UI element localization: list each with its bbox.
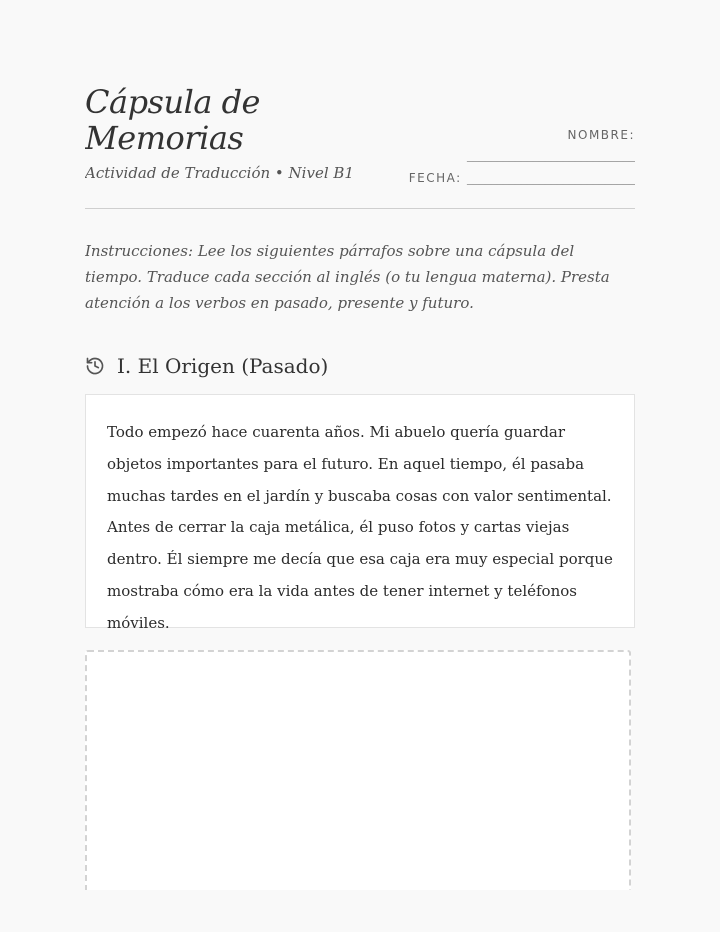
source-text-card: [85, 394, 635, 632]
section-heading: [85, 350, 328, 382]
header-divider: [85, 208, 635, 209]
name-label: NOMBRE:: [567, 128, 635, 142]
worksheet-title: Cápsula de Memorias: [85, 83, 260, 157]
source-paragraph: Todo empezó hace cuarenta años. Mi abuelo quería guardar objetos importantes para el futuro. En aquel tiempo, él pasaba muchas tardes en el jardín y buscaba cosas con valor sentimental. Antes de cerrar la caja metálica, él puso fotos y cartas viejas dentro. Él siempre me decía que esa caja era muy especial porque mostraba cómo era la vida antes de tener internet y teléfonos móviles.: [107, 423, 613, 632]
date-label: FECHA:: [408, 171, 462, 185]
section-title: I. El Origen (Pasado): [117, 354, 329, 378]
worksheet-page: [85, 0, 635, 890]
instructions-text: Instrucciones: Lee los siguientes párrafos sobre una cápsula del tiempo. Traduce cada sección al inglés (o tu lengua materna). Presta atención a los verbos en pasado, presente y futuro.: [85, 242, 610, 312]
history-icon: [85, 356, 105, 376]
worksheet-subtitle: Actividad de Traducción • Nivel B1: [85, 164, 354, 182]
date-field-line[interactable]: ____________________________: [467, 171, 635, 185]
date-field: [409, 171, 635, 185]
name-field-line[interactable]: ____________________________: [467, 148, 635, 162]
translation-answer-box[interactable]: [85, 650, 631, 890]
